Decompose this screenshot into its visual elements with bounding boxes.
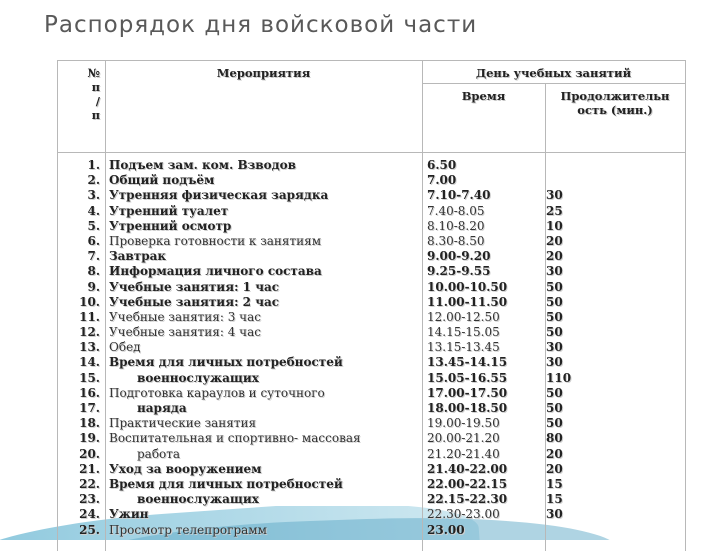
duration-cell: 20 <box>546 446 563 461</box>
header-day: День учебных занятий <box>475 66 632 80</box>
header-divider <box>58 152 685 153</box>
activity-cell: Подготовка караулов и суточного <box>109 385 325 400</box>
activity-cell: Ужин <box>109 507 149 522</box>
duration-cell: 30 <box>546 507 563 522</box>
duration-cell <box>546 523 571 538</box>
time-cell: 14.15-15.05 <box>427 325 500 340</box>
row-number: 14. <box>79 355 100 370</box>
activity-cell: Учебные занятия: 2 час <box>109 294 280 309</box>
row-number: 4. <box>87 203 100 218</box>
duration-cell: 50 <box>546 401 563 415</box>
duration-cell: 25 <box>546 203 563 218</box>
row-number: 24. <box>79 507 100 522</box>
time-cell: 8.10-8.20 <box>427 218 485 233</box>
time-cell: 7.40-8.05 <box>427 203 485 218</box>
row-number: 15. <box>79 370 100 385</box>
row-number: 20. <box>79 446 100 461</box>
time-cell: 22.30-23.00 <box>427 507 500 522</box>
activity-cell: Время для личных потребностей <box>109 355 343 370</box>
duration-cell: 50 <box>546 294 563 309</box>
activity-column <box>109 158 361 538</box>
header-activities: Мероприятия <box>216 66 311 80</box>
duration-cell: 80 <box>546 431 563 446</box>
duration-cell: 50 <box>546 416 563 431</box>
row-number: 1. <box>87 158 100 172</box>
header-duration: Продолжительн ость (мин.) <box>560 89 670 117</box>
duration-cell: 15 <box>546 476 563 491</box>
duration-cell <box>546 158 571 173</box>
time-cell: 11.00-11.50 <box>427 294 508 309</box>
activity-cell: Информация личного состава <box>109 264 322 279</box>
time-cell: 22.15-22.30 <box>427 492 508 507</box>
time-cell: 13.45-14.15 <box>427 355 508 370</box>
time-cell: 22.00-22.15 <box>427 476 508 491</box>
duration-cell: 15 <box>546 492 563 507</box>
time-cell: 18.00-18.50 <box>427 401 508 415</box>
time-cell: 8.30-8.50 <box>427 233 485 248</box>
activity-cell: Уход за вооружением <box>109 461 262 476</box>
row-number: 17. <box>79 401 100 415</box>
row-number: 25. <box>79 522 100 537</box>
row-number: 21. <box>79 461 100 476</box>
duration-cell: 30 <box>546 264 563 279</box>
duration-cell: 20 <box>546 233 563 248</box>
activity-cell: Подъем зам. ком. Взводов <box>109 158 296 172</box>
column-divider <box>422 61 423 551</box>
activity-cell: Утренняя физическая зарядка <box>109 188 329 203</box>
time-cell: 19.00-19.50 <box>427 416 500 431</box>
duration-cell: 50 <box>546 309 563 324</box>
number-column <box>58 158 100 538</box>
row-divider <box>422 83 685 84</box>
activity-cell: Практические занятия <box>109 416 257 431</box>
activity-cell: военнослужащих <box>137 492 259 507</box>
row-number: 8. <box>87 264 100 279</box>
time-cell: 9.25-9.55 <box>427 264 491 279</box>
time-cell: 10.00-10.50 <box>427 279 508 294</box>
activity-cell: Проверка готовности к занятиям <box>109 233 322 248</box>
activity-cell: Время для личных потребностей <box>109 476 343 491</box>
time-cell: 21.40-22.00 <box>427 461 508 476</box>
row-number: 3. <box>87 188 100 203</box>
duration-cell: 20 <box>546 249 563 264</box>
duration-column <box>546 158 571 538</box>
row-number: 6. <box>87 233 100 248</box>
duration-cell: 10 <box>546 218 563 233</box>
duration-cell: 30 <box>546 340 563 355</box>
row-number: 7. <box>87 249 100 264</box>
time-cell: 21.20-21.40 <box>427 446 500 461</box>
row-number: 9. <box>87 279 100 294</box>
row-number: 19. <box>79 431 100 446</box>
slide-title: Распорядок дня войсковой части <box>44 12 478 38</box>
activity-cell: наряда <box>137 401 187 415</box>
time-cell: 17.00-17.50 <box>427 385 508 400</box>
time-cell: 23.00 <box>427 522 465 537</box>
row-number: 5. <box>87 218 100 233</box>
activity-cell: Завтрак <box>109 249 167 264</box>
activity-cell: Учебные занятия: 4 час <box>109 325 261 340</box>
duration-cell: 50 <box>546 279 563 294</box>
duration-cell: 50 <box>546 385 563 400</box>
time-cell: 13.15-13.45 <box>427 340 500 355</box>
time-column <box>427 158 507 538</box>
time-cell: 9.00-9.20 <box>427 249 491 264</box>
row-number: 12. <box>79 325 100 340</box>
activity-cell: военнослужащих <box>137 370 259 385</box>
time-cell: 15.05-16.55 <box>427 370 508 385</box>
schedule-table <box>57 60 686 551</box>
activity-cell: Учебные занятия: 3 час <box>109 309 261 324</box>
duration-cell: 20 <box>546 461 563 476</box>
row-number: 2. <box>87 173 100 188</box>
duration-cell: 30 <box>546 355 563 370</box>
activity-cell: работа <box>137 446 181 461</box>
row-number: 23. <box>79 492 100 507</box>
time-cell: 6.50 <box>427 158 457 172</box>
activity-cell: Учебные занятия: 1 час <box>109 279 280 294</box>
row-number: 10. <box>79 294 100 309</box>
row-number: 18. <box>79 416 100 431</box>
duration-cell: 30 <box>546 188 563 203</box>
duration-cell: 50 <box>546 325 563 340</box>
time-cell: 12.00-12.50 <box>427 309 500 324</box>
activity-cell: Просмотр телепрограмм <box>109 522 267 537</box>
duration-cell <box>546 173 571 188</box>
time-cell: 7.00 <box>427 173 457 188</box>
activity-cell: Воспитательная и спортивно- массовая <box>109 431 361 446</box>
header-number: № п / п <box>87 66 100 122</box>
activity-cell: Утренний осмотр <box>109 218 232 233</box>
activity-cell: Общий подъём <box>109 173 215 188</box>
row-number: 22. <box>79 476 100 491</box>
column-divider <box>105 61 106 551</box>
header-time: Время <box>461 89 506 103</box>
row-number: 13. <box>79 340 100 355</box>
row-number: 11. <box>79 309 100 324</box>
duration-cell: 110 <box>546 370 572 385</box>
row-number: 16. <box>79 385 100 400</box>
time-cell: 7.10-7.40 <box>427 188 491 203</box>
activity-cell: Обед <box>109 340 141 355</box>
activity-cell: Утренний туалет <box>109 203 229 218</box>
time-cell: 20.00-21.20 <box>427 431 500 446</box>
